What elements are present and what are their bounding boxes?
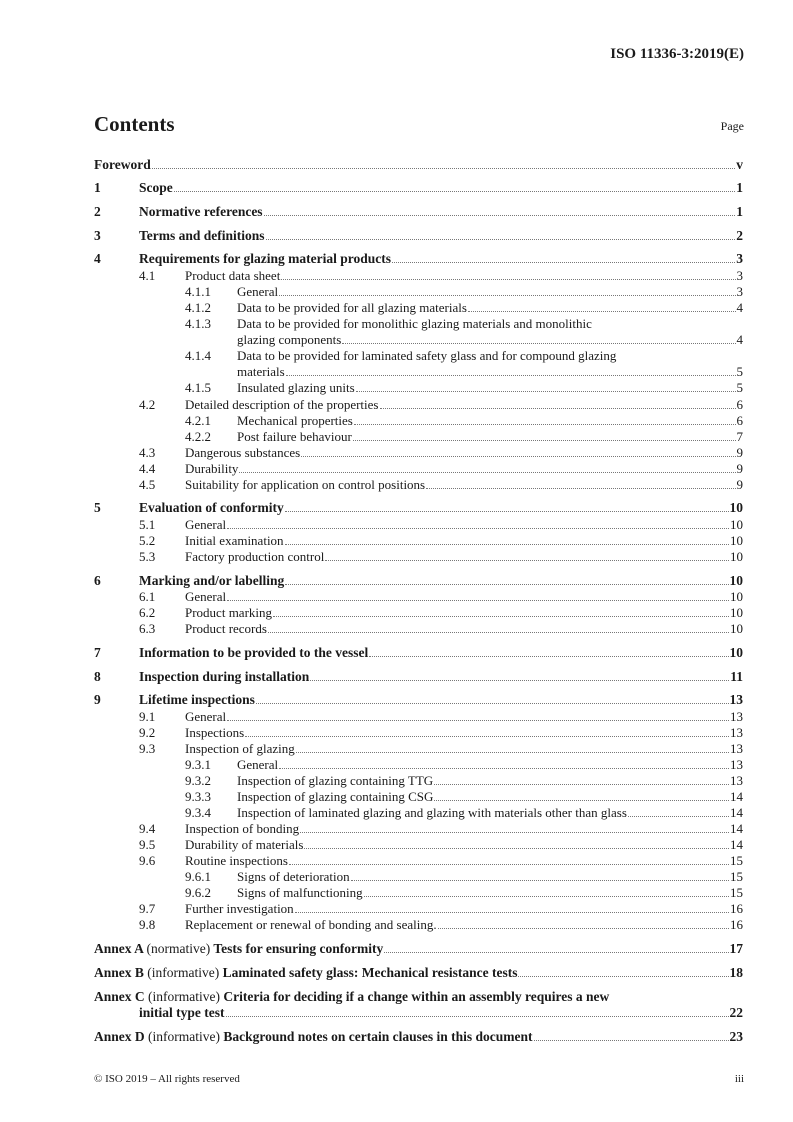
- toc-entry[interactable]: [94, 477, 743, 493]
- dot-leader: [384, 941, 728, 953]
- toc-entry[interactable]: [94, 589, 743, 605]
- toc-entry-line: [237, 757, 743, 773]
- toc-entry-number: 1: [94, 180, 101, 195]
- toc-entry-line: [139, 251, 743, 267]
- toc-entry-title: Inspection during installation: [139, 669, 310, 684]
- toc-entry-page: 1: [736, 204, 743, 219]
- toc-entry-title: Terms and definitions: [139, 228, 265, 243]
- toc-entry[interactable]: [94, 228, 743, 244]
- toc-entry-page: 9: [736, 477, 743, 492]
- annex-title: Criteria for deciding if a change within an assembly requires a new: [223, 989, 610, 1004]
- toc-entry-line: [185, 517, 743, 533]
- toc-entry-line: [185, 589, 743, 605]
- dot-leader: [434, 789, 729, 801]
- toc-entry-page: 14: [730, 789, 743, 804]
- toc-entry-title: Product records: [185, 621, 267, 636]
- toc-entry-line: [185, 605, 743, 621]
- annex-type: (informative): [148, 989, 220, 1004]
- annex-heading-line: [94, 941, 383, 957]
- toc-entry-page: 10: [730, 549, 743, 564]
- toc-entry-number: 4.1.2: [185, 300, 211, 315]
- dot-leader: [364, 885, 729, 897]
- toc-entry[interactable]: [94, 885, 743, 901]
- toc-entry-title: General: [185, 709, 227, 724]
- dot-leader: [226, 1005, 729, 1017]
- annex-title: Laminated safety glass: Mechanical resistance tests: [222, 965, 518, 980]
- toc-entry-page: 16: [730, 917, 743, 932]
- annex-heading: [94, 941, 383, 956]
- toc-entry-page: 10: [730, 621, 743, 636]
- toc-entry-number: 8: [94, 669, 101, 684]
- dot-leader: [286, 364, 736, 376]
- toc-entry[interactable]: [94, 533, 743, 549]
- page-title: Contents: [94, 112, 175, 136]
- toc-entry-title: Detailed description of the properties: [185, 397, 379, 412]
- toc-entry-line: [185, 917, 743, 933]
- toc-entry-line: [139, 500, 743, 516]
- annex-line: [94, 1029, 743, 1045]
- toc-entry-number: 5.2: [139, 533, 156, 548]
- dot-leader: [310, 669, 729, 681]
- toc-entry-page: 10: [729, 573, 743, 588]
- toc-entry[interactable]: [94, 549, 743, 565]
- toc-entry-line: [185, 741, 743, 757]
- copyright-notice: © ISO 2019 – All rights reserved: [94, 1073, 240, 1085]
- toc-entry[interactable]: [94, 709, 743, 725]
- toc-entry[interactable]: [94, 725, 743, 741]
- toc-entry-line: [237, 284, 743, 300]
- toc-entry-line: [185, 445, 743, 461]
- toc-entry-line: [185, 477, 743, 493]
- toc-entry[interactable]: [94, 605, 743, 621]
- toc-entry-line: [185, 533, 743, 549]
- annex-page: 17: [729, 941, 743, 956]
- toc-entry-page: 15: [730, 853, 743, 868]
- dot-leader: [434, 773, 729, 785]
- dot-leader: [256, 692, 729, 704]
- toc-entry-line: [185, 709, 743, 725]
- toc-entry-line: [237, 429, 743, 445]
- dot-leader: [296, 741, 729, 753]
- toc-entry[interactable]: [94, 773, 743, 789]
- toc-entry-title: Inspection of glazing: [185, 741, 295, 756]
- toc-entry-title: Data to be provided for monolithic glazing materials and monolithic: [237, 316, 592, 331]
- toc-entry-title: General: [185, 589, 227, 604]
- toc-entry-title: Lifetime inspections: [139, 692, 255, 707]
- dot-leader: [174, 180, 736, 192]
- toc-entry-number: 9: [94, 692, 101, 707]
- toc-entry-page: 10: [730, 533, 743, 548]
- toc-entry-page: 14: [730, 821, 743, 836]
- toc-entry-page: 13: [730, 725, 743, 740]
- dot-leader: [301, 445, 735, 457]
- toc-entry-page: 10: [730, 605, 743, 620]
- dot-leader: [285, 533, 729, 545]
- dot-leader: [380, 397, 736, 409]
- toc-entry[interactable]: [94, 757, 743, 773]
- dot-leader: [268, 621, 729, 633]
- toc-entry-number: 4.2.2: [185, 429, 211, 444]
- toc-entry-title: Product marking: [185, 605, 273, 620]
- toc-entry-number: 6: [94, 573, 101, 588]
- dot-leader: [285, 500, 729, 512]
- toc-entry-title: General: [237, 757, 279, 772]
- dot-leader: [354, 413, 736, 425]
- toc-entry-number: 9.6.2: [185, 885, 211, 900]
- dot-leader: [426, 477, 735, 489]
- toc-entry-number: 9.3.1: [185, 757, 211, 772]
- dot-leader: [266, 228, 736, 240]
- toc-entry-title: Marking and/or labelling: [139, 573, 285, 588]
- toc-entry-page: 4: [736, 300, 743, 315]
- toc-entry-page: 5: [736, 364, 743, 379]
- annex-label: Annex D: [94, 1029, 145, 1044]
- annex-entry[interactable]: [94, 989, 743, 1020]
- toc-entry-number: 9.2: [139, 725, 156, 740]
- toc-entry-number: 9.3: [139, 741, 156, 756]
- toc-entry-page: 10: [730, 589, 743, 604]
- toc-entry-title: Initial examination: [185, 533, 284, 548]
- toc-entry-number: 6.2: [139, 605, 156, 620]
- toc-entry-title: Foreword: [94, 157, 151, 172]
- dot-leader: [285, 573, 728, 585]
- toc-entry-number: 4.1.1: [185, 284, 211, 299]
- dot-leader: [325, 549, 729, 561]
- toc-entry-title: General: [237, 284, 279, 299]
- toc-entry-page: 13: [730, 741, 743, 756]
- toc-entry-line: [185, 397, 743, 413]
- toc-entry-number: 9.6: [139, 853, 156, 868]
- dot-leader: [289, 853, 729, 865]
- annex-heading-line: [94, 965, 517, 981]
- toc-entry-number: 9.1: [139, 709, 156, 724]
- toc-entry-title: Dangerous substances: [185, 445, 301, 460]
- annex-title: Background notes on certain clauses in this document: [223, 1029, 533, 1044]
- toc-entry-title-continued: materials: [237, 364, 285, 379]
- dot-leader: [369, 645, 728, 657]
- toc-entry[interactable]: [94, 429, 743, 445]
- annex-heading: [94, 1029, 533, 1044]
- toc-entry[interactable]: [94, 380, 743, 396]
- toc-entry-title: Further investigation: [185, 901, 294, 916]
- toc-entry-page: 13: [729, 692, 743, 707]
- toc-entry-page: 9: [736, 461, 743, 476]
- toc-entry[interactable]: [94, 853, 743, 869]
- toc-entry-title: Durability: [185, 461, 239, 476]
- toc-entry[interactable]: [94, 397, 743, 413]
- toc-entry-number: 6.3: [139, 621, 156, 636]
- toc-entry-page: 4: [736, 332, 743, 347]
- toc-entry-title: Information to be provided to the vessel: [139, 645, 369, 660]
- toc-entry-number: 9.6.1: [185, 869, 211, 884]
- toc-entry-title: Evaluation of conformity: [139, 500, 284, 515]
- annex-type: (normative): [146, 941, 211, 956]
- toc-entry-line: [237, 300, 743, 316]
- toc-entry-page: 5: [736, 380, 743, 395]
- toc-entry-title: Product data sheet: [185, 268, 281, 283]
- toc-entry[interactable]: [94, 901, 743, 917]
- document-id: ISO 11336-3:2019(E): [610, 46, 744, 62]
- toc-entry-title: General: [185, 517, 227, 532]
- toc-entry-line: [237, 380, 743, 396]
- toc-entry[interactable]: [94, 180, 743, 196]
- toc-entry-page: 6: [736, 397, 743, 412]
- toc-entry-line: [237, 789, 743, 805]
- toc-entry[interactable]: [94, 461, 743, 477]
- toc-entry-title: Scope: [139, 180, 173, 195]
- toc-entry-number: 5.1: [139, 517, 156, 532]
- dot-leader: [351, 869, 729, 881]
- toc-entry[interactable]: [94, 645, 743, 661]
- annex-page: 22: [729, 1005, 743, 1020]
- toc-entry[interactable]: [94, 621, 743, 637]
- toc-entry-page: 14: [730, 805, 743, 820]
- toc-entry[interactable]: [94, 348, 743, 379]
- toc-entry-line: [237, 805, 743, 821]
- annex-label: Annex B: [94, 965, 144, 980]
- page-number: iii: [734, 1073, 744, 1085]
- toc-entry[interactable]: [94, 300, 743, 316]
- toc-entry-page: 10: [730, 517, 743, 532]
- toc-entry-page: 2: [736, 228, 743, 243]
- toc-entry-number: 4.1: [139, 268, 156, 283]
- toc-entry-title: Inspection of laminated glazing and glazing with materials other than glass: [237, 805, 627, 820]
- toc-entry-title: Insulated glazing units: [237, 380, 355, 395]
- toc-entry-number: 4.1.4: [185, 348, 211, 363]
- dot-leader: [304, 837, 729, 849]
- toc-entry-number: 9.3.3: [185, 789, 211, 804]
- toc-entry-page: 16: [730, 901, 743, 916]
- toc-entry-page: 13: [730, 709, 743, 724]
- annex-entry[interactable]: [94, 941, 743, 957]
- toc-entry[interactable]: [94, 157, 743, 173]
- toc-entry-title: Mechanical properties: [237, 413, 353, 428]
- toc-entry-page: 9: [736, 445, 743, 460]
- annex-line: [94, 941, 743, 957]
- toc-entry-number: 4.2.1: [185, 413, 211, 428]
- annex-page: 18: [729, 965, 743, 980]
- dot-leader: [227, 517, 729, 529]
- toc-entry-title: Data to be provided for all glazing materials: [237, 300, 467, 315]
- toc-entry-line: [139, 228, 743, 244]
- annex-type: (informative): [148, 1029, 220, 1044]
- dot-leader: [279, 757, 729, 769]
- toc-entry[interactable]: [94, 692, 743, 708]
- annex-label: Annex A: [94, 941, 144, 956]
- toc-entry-title: Requirements for glazing material products: [139, 251, 391, 266]
- annex-title: Tests for ensuring conformity: [213, 941, 384, 956]
- toc-entry-number: 4.1.5: [185, 380, 211, 395]
- dot-leader: [468, 300, 736, 312]
- toc-entry-title: Inspection of bonding: [185, 821, 300, 836]
- toc-entry-line: [139, 692, 743, 708]
- dot-leader: [342, 332, 735, 344]
- toc-entry-number: 7: [94, 645, 101, 660]
- toc-entry[interactable]: [94, 500, 743, 516]
- dot-leader: [628, 805, 729, 817]
- annex-type: (informative): [147, 965, 220, 980]
- toc-entry[interactable]: [94, 316, 743, 347]
- toc-entry-page: 15: [730, 885, 743, 900]
- toc-entry-line: [237, 869, 743, 885]
- toc-entry-line: [185, 853, 743, 869]
- annex-page: 23: [729, 1029, 743, 1044]
- toc-entry-number: 9.3.2: [185, 773, 211, 788]
- toc-entry-number: 9.3.4: [185, 805, 211, 820]
- dot-leader: [356, 380, 736, 392]
- toc-entry-line: [237, 364, 743, 380]
- toc-entry-number: 2: [94, 204, 101, 219]
- toc-entry-number: 4.2: [139, 397, 156, 412]
- annex-entry[interactable]: [94, 965, 743, 981]
- toc-entry-line: [237, 885, 743, 901]
- toc-entry[interactable]: [94, 251, 743, 267]
- toc-entry-page: 3: [736, 284, 743, 299]
- toc-entry[interactable]: [94, 869, 743, 885]
- toc-entry-page: 13: [730, 773, 743, 788]
- toc-entry-line: [94, 157, 743, 173]
- toc-entry-number: 4.4: [139, 461, 156, 476]
- dot-leader: [392, 251, 735, 263]
- toc-entry[interactable]: [94, 268, 743, 284]
- toc-entry-page: 1: [736, 180, 743, 195]
- toc-entry-title: Post failure behaviour: [237, 429, 352, 444]
- dot-leader: [353, 429, 736, 441]
- toc-entry-page: 11: [730, 669, 743, 684]
- toc-entry-title: Signs of malfunctioning: [237, 885, 363, 900]
- toc-entry-line: [185, 621, 743, 637]
- toc-entry[interactable]: [94, 917, 743, 933]
- toc-entry[interactable]: [94, 517, 743, 533]
- toc-entry[interactable]: [94, 284, 743, 300]
- toc-entry-number: 9.7: [139, 901, 156, 916]
- dot-leader: [273, 605, 729, 617]
- dot-leader: [152, 157, 736, 169]
- toc-entry-title: Inspection of glazing containing CSG: [237, 789, 434, 804]
- toc-entry-line: [185, 725, 743, 741]
- toc-entry[interactable]: [94, 573, 743, 589]
- toc-entry-page: v: [736, 157, 743, 172]
- dot-leader: [239, 461, 735, 473]
- dot-leader: [438, 917, 729, 929]
- toc-entry-number: 3: [94, 228, 101, 243]
- toc-entry-page: 14: [730, 837, 743, 852]
- toc-entry-page: 13: [730, 757, 743, 772]
- toc-entry-title: Data to be provided for laminated safety glass and for compound glazing: [237, 348, 617, 363]
- toc-entry-line: [139, 669, 743, 685]
- page-column-label: Page: [720, 119, 744, 133]
- annex-line: [139, 1005, 743, 1021]
- toc-entry-line: [139, 180, 743, 196]
- dot-leader: [227, 589, 729, 601]
- toc-entry-title: Normative references: [139, 204, 263, 219]
- toc-entry[interactable]: [94, 821, 743, 837]
- toc-entry-line: [185, 901, 743, 917]
- toc-entry-page: 3: [736, 268, 743, 283]
- annex-heading-line: [94, 989, 609, 1005]
- dot-leader: [300, 821, 729, 833]
- toc-entry-line: [185, 821, 743, 837]
- toc-entry-number: 6.1: [139, 589, 156, 604]
- toc-entry-page: 3: [736, 251, 743, 266]
- toc-entry-title: Suitability for application on control positions: [185, 477, 426, 492]
- annex-label: Annex C: [94, 989, 145, 1004]
- toc-entry-page: 15: [730, 869, 743, 884]
- annex-heading: [94, 989, 609, 1004]
- toc-entry-number: 5: [94, 500, 101, 515]
- toc-entry-line: [237, 413, 743, 429]
- annex-heading: [94, 965, 517, 980]
- toc-entry-title: Routine inspections: [185, 853, 288, 868]
- toc-entry-line: [139, 573, 743, 589]
- toc-entry[interactable]: [94, 837, 743, 853]
- annex-heading-line: [94, 1029, 533, 1045]
- annex-title-continued: initial type test: [139, 1005, 225, 1020]
- toc-entry-line: [185, 549, 743, 565]
- toc-entry-title: Replacement or renewal of bonding and sealing.: [185, 917, 437, 932]
- dot-leader: [227, 709, 729, 721]
- toc-entry[interactable]: [94, 741, 743, 757]
- toc-entry-number: 4.1.3: [185, 316, 211, 331]
- toc-entry-page: 10: [729, 500, 743, 515]
- toc-entry-number: 9.5: [139, 837, 156, 852]
- toc-entry[interactable]: [94, 413, 743, 429]
- dot-leader: [518, 965, 728, 977]
- toc-entry-page: 7: [736, 429, 743, 444]
- dot-leader: [295, 901, 729, 913]
- toc-entry-title: Durability of materials: [185, 837, 304, 852]
- toc-entry[interactable]: [94, 789, 743, 805]
- toc-entry-line: [139, 204, 743, 220]
- toc-entry-number: 4.3: [139, 445, 156, 460]
- dot-leader: [534, 1029, 729, 1041]
- toc-entry-number: 4: [94, 251, 101, 266]
- annex-line: [94, 965, 743, 981]
- toc-entry[interactable]: [94, 669, 743, 685]
- toc-entry-number: 5.3: [139, 549, 156, 564]
- toc-entry[interactable]: [94, 445, 743, 461]
- toc-entry-title: Inspection of glazing containing TTG: [237, 773, 434, 788]
- toc-entry-number: 9.8: [139, 917, 156, 932]
- toc-entry-line: [237, 773, 743, 789]
- dot-leader: [264, 204, 736, 216]
- toc-entry-title: Inspections: [185, 725, 245, 740]
- toc-entry-line: [185, 837, 743, 853]
- toc-entry-number: 4.5: [139, 477, 156, 492]
- toc-entry-number: 9.4: [139, 821, 156, 836]
- dot-leader: [245, 725, 729, 737]
- dot-leader: [279, 284, 735, 296]
- toc-entry-page: 6: [736, 413, 743, 428]
- annex-entry[interactable]: [94, 1029, 743, 1045]
- toc-entry-title-continued: glazing components: [237, 332, 342, 347]
- toc-entry-line: [185, 268, 743, 284]
- toc-entry-title: Signs of deterioration: [237, 869, 350, 884]
- toc-entry-line: [237, 332, 743, 348]
- toc-entry-page: 10: [729, 645, 743, 660]
- toc-entry-line: [139, 645, 743, 661]
- toc-entry-title: Factory production control: [185, 549, 325, 564]
- dot-leader: [281, 268, 735, 280]
- toc-entry[interactable]: [94, 204, 743, 220]
- toc-entry-line: [185, 461, 743, 477]
- toc-entry[interactable]: [94, 805, 743, 821]
